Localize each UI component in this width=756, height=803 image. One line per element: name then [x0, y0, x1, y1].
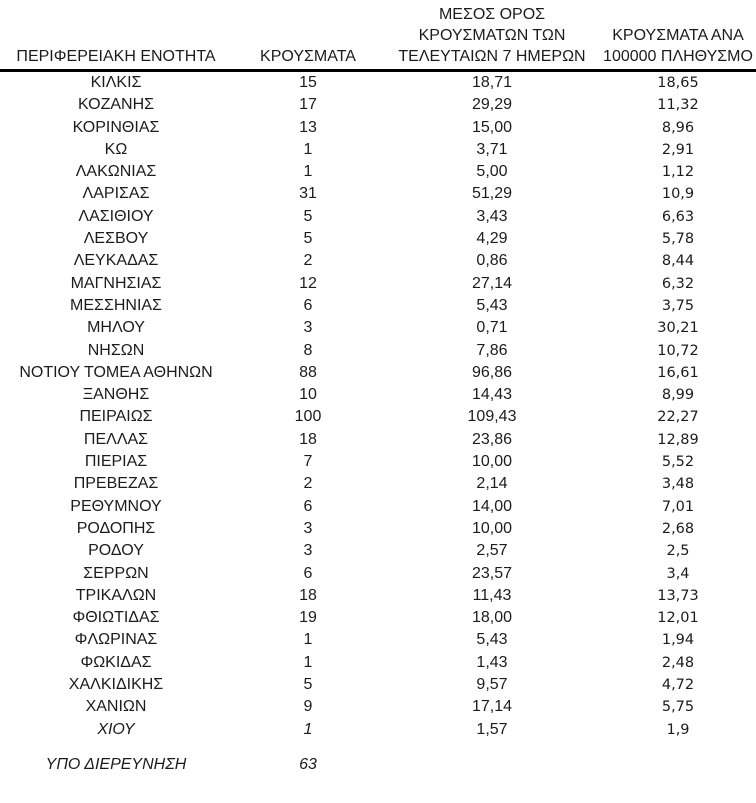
- avg7-cell: 18,00: [471, 609, 513, 627]
- cases-cell: 1: [303, 720, 313, 738]
- per100k-cell: 8,96: [661, 119, 695, 136]
- per100k-cell: 16,61: [657, 364, 699, 381]
- region-cell: ΠΙΕΡΙΑΣ: [84, 453, 148, 471]
- avg7-cell: 2,14: [476, 475, 508, 493]
- table-row: [0, 652, 756, 674]
- region-cell: ΡΕΘΥΜΝΟΥ: [70, 497, 162, 515]
- avg7-cell: 4,29: [476, 230, 508, 248]
- region-cell: ΞΑΝΘΗΣ: [82, 386, 150, 404]
- table-row: [0, 429, 756, 451]
- spacer-row: [0, 741, 756, 754]
- region-cell: ΧΑΛΚΙΔΙΚΗΣ: [68, 676, 164, 694]
- table-row: [0, 250, 756, 272]
- cases-cell: 3: [303, 519, 313, 537]
- cases-cell: 19: [299, 609, 317, 627]
- cases-cell: [232, 741, 384, 754]
- cases-cell: 13: [299, 118, 317, 136]
- footer-cases-value: 63: [299, 755, 317, 773]
- region-cell: ΡΟΔΟΥ: [88, 542, 144, 560]
- header-per100k-line1: ΚΡΟΥΣΜΑΤΑ ΑΝΑ: [612, 27, 744, 44]
- table-row: [0, 139, 756, 161]
- avg7-cell: [384, 754, 600, 776]
- table-row: [0, 71, 756, 95]
- avg7-cell: 3,71: [476, 140, 508, 158]
- table-row: [0, 629, 756, 651]
- table-row: [0, 696, 756, 718]
- avg7-cell: 51,29: [471, 185, 513, 203]
- cases-cell: 1: [303, 163, 313, 181]
- table-row: [0, 607, 756, 629]
- region-cell: ΛΑΚΩΝΙΑΣ: [75, 163, 157, 181]
- per100k-cell: 18,65: [657, 75, 699, 91]
- region-cell: ΛΑΣΙΘΙΟΥ: [78, 207, 154, 225]
- region-cell: ΚΩ: [104, 140, 128, 158]
- cases-cell: 10: [299, 386, 317, 404]
- cases-cell: 3: [303, 319, 313, 337]
- avg7-cell: 109,43: [467, 408, 517, 426]
- per100k-cell: 12,01: [657, 610, 699, 627]
- cases-cell: 15: [299, 74, 317, 91]
- cases-cell: 12: [299, 274, 317, 292]
- table-row: [0, 228, 756, 250]
- region-cell: ΧΙΟΥ: [97, 720, 135, 738]
- table-row: [0, 206, 756, 228]
- avg7-cell: 23,86: [471, 430, 513, 448]
- region-cell: ΛΕΣΒΟΥ: [83, 230, 149, 248]
- region-cell: ΦΛΩΡΙΝΑΣ: [74, 631, 158, 649]
- per100k-cell: 2,5: [666, 543, 690, 560]
- table-row: [0, 295, 756, 317]
- per100k-cell: 3,48: [661, 476, 695, 493]
- header-avg7: [384, 0, 600, 71]
- avg7-cell: 2,57: [476, 542, 508, 560]
- table-row: [0, 473, 756, 495]
- table-row: [0, 384, 756, 406]
- cases-cell: 5: [303, 207, 313, 225]
- cases-cell: 9: [303, 698, 313, 716]
- region-cell: ΠΕΛΛΑΣ: [83, 430, 149, 448]
- cases-cell: 31: [299, 185, 317, 203]
- cases-cell: 88: [299, 363, 317, 381]
- header-region-label: ΠΕΡΙΦΕΡΕΙΑΚΗ ΕΝΟΤΗΤΑ: [16, 48, 216, 65]
- region-cell: ΜΗΛΟΥ: [87, 319, 145, 337]
- avg7-cell: 18,71: [471, 74, 513, 91]
- avg7-cell: 5,43: [476, 296, 508, 314]
- avg7-cell: 7,86: [476, 341, 508, 359]
- table-body: [0, 71, 756, 777]
- per100k-cell: 10,72: [657, 342, 699, 359]
- header-region: [0, 0, 232, 71]
- header-avg7-line1: ΜΕΣΟΣ ΟΡΟΣ: [438, 6, 546, 23]
- per100k-cell: 8,99: [661, 387, 695, 404]
- cases-cell: 18: [299, 586, 317, 604]
- table-row: [0, 362, 756, 384]
- avg7-cell: [384, 741, 600, 754]
- region-cell: ΦΩΚΙΔΑΣ: [80, 653, 152, 671]
- avg7-cell: 10,00: [471, 453, 513, 471]
- region-cell: ΠΕΙΡΑΙΩΣ: [79, 408, 153, 426]
- cases-cell: 18: [299, 430, 317, 448]
- header-row: [0, 0, 756, 71]
- table-row: [0, 585, 756, 607]
- table-row: [0, 451, 756, 473]
- per100k-cell: 4,72: [661, 677, 695, 694]
- cases-cell: 100: [294, 408, 322, 426]
- region-cell: ΛΕΥΚΑΔΑΣ: [73, 252, 159, 270]
- table-header: [0, 0, 756, 71]
- per100k-cell: 11,32: [657, 97, 699, 114]
- cases-cell: 1: [303, 653, 313, 671]
- region-cell: ΚΟΖΑΝΗΣ: [77, 96, 155, 114]
- table-row: [0, 183, 756, 205]
- cases-cell: 2: [303, 252, 313, 270]
- cases-cell: 1: [303, 140, 313, 158]
- cases-cell: 3: [303, 542, 313, 560]
- per100k-cell: 7,01: [661, 498, 695, 515]
- cases-cell: 6: [303, 497, 313, 515]
- per100k-cell: 1,9: [666, 721, 690, 738]
- per100k-cell: 12,89: [657, 431, 699, 448]
- per100k-cell: 8,44: [661, 253, 695, 270]
- table-row: [0, 719, 756, 741]
- region-cell: ΝΟΤΙΟΥ ΤΟΜΕΑ ΑΘΗΝΩΝ: [19, 363, 213, 381]
- table-row: [0, 563, 756, 585]
- per100k-cell: 2,48: [661, 654, 695, 671]
- region-cell: [0, 741, 232, 754]
- per100k-cell: 2,68: [661, 520, 695, 537]
- cases-cell: 5: [303, 676, 313, 694]
- avg7-cell: 14,00: [471, 497, 513, 515]
- cases-cell: 8: [303, 341, 313, 359]
- per100k-cell: 3,75: [661, 297, 695, 314]
- region-cell: ΣΕΡΡΩΝ: [83, 564, 149, 582]
- region-cell: ΝΗΣΩΝ: [87, 341, 145, 359]
- per100k-cell: 30,21: [657, 320, 699, 337]
- table-row: [0, 674, 756, 696]
- table-row: [0, 117, 756, 139]
- per100k-cell: 5,52: [661, 454, 695, 471]
- avg7-cell: 0,86: [476, 252, 508, 270]
- region-cell: ΦΘΙΩΤΙΔΑΣ: [72, 609, 160, 627]
- region-cell: ΤΡΙΚΑΛΩΝ: [75, 586, 157, 604]
- per100k-cell: 3,4: [666, 565, 690, 582]
- region-cell: ΚΙΛΚΙΣ: [90, 74, 142, 91]
- table-row: [0, 496, 756, 518]
- footer-label: ΥΠΟ ΔΙΕΡΕΥΝΗΣΗ: [45, 755, 187, 773]
- table-row: [0, 518, 756, 540]
- avg7-cell: 3,43: [476, 207, 508, 225]
- per100k-cell: 13,73: [657, 587, 699, 604]
- cases-cell: 17: [299, 96, 317, 114]
- region-cell: ΚΟΡΙΝΘΙΑΣ: [72, 118, 160, 136]
- per100k-cell: 2,91: [661, 141, 695, 158]
- avg7-cell: 11,43: [472, 586, 512, 604]
- avg7-cell: 29,29: [471, 96, 513, 114]
- per100k-cell: 5,75: [661, 699, 695, 716]
- avg7-cell: 23,57: [471, 564, 513, 582]
- avg7-cell: 0,71: [476, 319, 508, 337]
- per100k-cell: 10,9: [661, 186, 695, 203]
- table-row: [0, 317, 756, 339]
- header-avg7-line2: ΚΡΟΥΣΜΑΤΩΝ ΤΩΝ: [418, 27, 566, 44]
- header-cases-label: ΚΡΟΥΣΜΑΤΑ: [260, 48, 356, 65]
- region-cell: ΜΑΓΝΗΣΙΑΣ: [70, 274, 162, 292]
- region-cell: ΛΑΡΙΣΑΣ: [82, 185, 150, 203]
- avg7-cell: 10,00: [471, 519, 513, 537]
- header-per100k: [600, 0, 756, 71]
- table-row: [0, 540, 756, 562]
- table-row: [0, 161, 756, 183]
- per100k-cell: 1,12: [661, 164, 695, 181]
- avg7-cell: 27,14: [471, 274, 513, 292]
- avg7-cell: 1,57: [476, 720, 508, 738]
- table-row: [0, 94, 756, 116]
- table-row: [0, 340, 756, 362]
- avg7-cell: 5,00: [476, 163, 508, 181]
- header-cases: [232, 0, 384, 71]
- per100k-cell: 1,94: [661, 632, 695, 649]
- avg7-cell: 9,57: [476, 676, 508, 694]
- avg7-cell: 96,86: [471, 363, 513, 381]
- cases-cell: 1: [303, 631, 313, 649]
- table-row: [0, 406, 756, 428]
- avg7-cell: 5,43: [476, 631, 508, 649]
- avg7-cell: 14,43: [471, 386, 513, 404]
- avg7-cell: 17,14: [471, 698, 513, 716]
- per100k-cell: [600, 741, 756, 754]
- avg7-cell: 1,43: [476, 653, 508, 671]
- per100k-cell: 6,63: [661, 208, 695, 225]
- region-cell: ΧΑΝΙΩΝ: [85, 698, 147, 716]
- table-row: [0, 273, 756, 295]
- region-cell: ΜΕΣΣΗΝΙΑΣ: [70, 296, 162, 314]
- header-per100k-line2: 100000 ΠΛΗΘΥΣΜΟ: [603, 48, 753, 65]
- footer-row-under-investigation: [0, 754, 756, 776]
- per100k-cell: 6,32: [661, 275, 695, 292]
- region-cell: ΡΟΔΟΠΗΣ: [76, 519, 156, 537]
- cases-cell: 7: [303, 453, 313, 471]
- cases-cell: 5: [303, 230, 313, 248]
- header-avg7-line3: ΤΕΛΕΥΤΑΙΩΝ 7 ΗΜΕΡΩΝ: [398, 48, 586, 65]
- per100k-cell: 5,78: [661, 231, 695, 248]
- cases-cell: 6: [303, 564, 313, 582]
- per100k-cell: 22,27: [657, 409, 699, 426]
- cases-cell: 6: [303, 296, 313, 314]
- per100k-cell: [600, 754, 756, 776]
- avg7-cell: 15,00: [471, 118, 513, 136]
- region-cell: ΠΡΕΒΕΖΑΣ: [73, 475, 159, 493]
- cases-cell: 2: [303, 475, 313, 493]
